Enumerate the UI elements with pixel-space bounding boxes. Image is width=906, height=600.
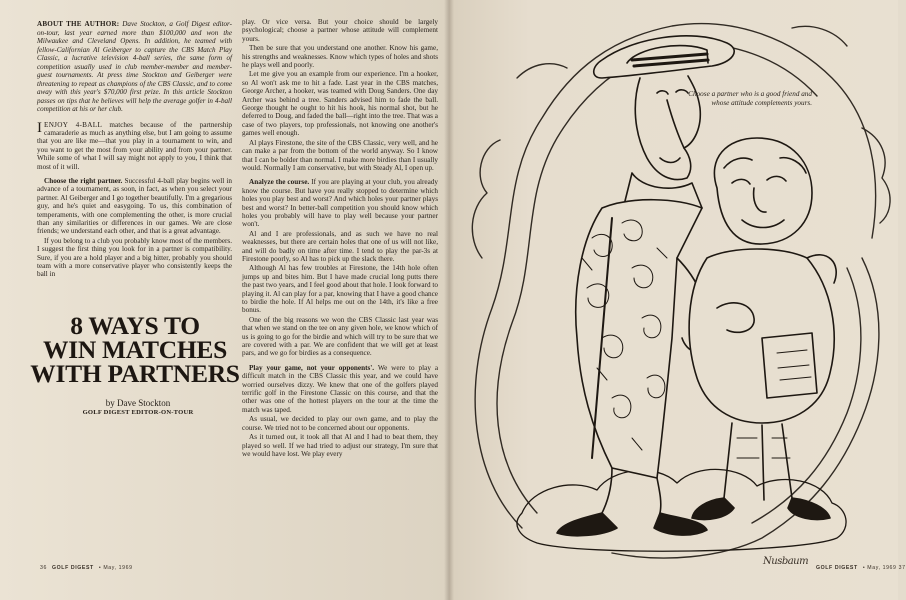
left-page-number: 36 [40, 565, 47, 571]
about-lead: ABOUT THE AUTHOR: [37, 20, 120, 28]
section-2-heading: Analyze the course. [249, 178, 310, 187]
col2-paragraph-6: Al and I are professionals, and as such we have no real weaknesses, but there are certain holes that one of us will not like, and will do badly on time after time. I tend to play the par-3s at Firestone poorly, so Al has to pick up the slack there. [242, 229, 438, 263]
section-3-text: We were to play a difficult match in the CBS Classic this year, and we could have worried ourselves dizzy. We knew that one of the golfers played terrific golf in the Firestone Classic on this course, and that the other was one of the hottest players on the tour at the time the match was taped. [242, 363, 439, 414]
illustration [462, 8, 892, 568]
page-gutter [444, 0, 454, 600]
short-golfer [689, 138, 836, 520]
col2-paragraph-2: Then be sure that you understand one another. Know his game, his strengths and weaknesses. Know which types of holes and shots he plays well and poorly. [242, 44, 438, 70]
section-2-paragraph [242, 178, 438, 228]
intro-text: matches because of the partnership camaraderie as much as anything else, but I am going to assume that you are like me—that you play in a tournament to win, and you want to get the most from your ability and from your partner. While some of what I will say might not apply to you, I think that most of it will. [37, 120, 232, 171]
section-3-heading: Play your game, not your opponents'. [249, 363, 375, 372]
headline [30, 311, 240, 388]
right-folio-publication: GOLF DIGEST [816, 565, 858, 571]
col2-paragraph-10: As usual, we decided to play our own game, and to play the course. We tried not to be concerned about our opponents. [242, 415, 438, 432]
right-page-number: 37 [898, 565, 906, 571]
right-folio-separator: • [862, 565, 866, 571]
byline-author: by Dave Stockton [105, 398, 171, 408]
col2-paragraph-1: play. Or vice versa. But your choice should be largely psychological; choose a partner whose attitude will complement yours. [242, 18, 438, 43]
section-2-text: If you are playing at your club, you already know the course. But have you really stopped to determine which holes you play best and worst? And which holes your partner plays best and worst? In better-ball competition you should know which holes you probably will have to play well because your partner won't. [242, 178, 438, 229]
text-column-1 [37, 20, 232, 280]
headline-line-1: 8 WAYS TO [70, 311, 200, 340]
left-folio-date: May, 1969 [103, 565, 133, 571]
about-the-author [37, 20, 232, 114]
intro-paragraph [37, 121, 232, 171]
col2-paragraph-4: Al plays Firestone, the site of the CBS Classic, very well, and he can make a par from the bottom of the world anyway. So I know that I can be bolder than normal. I make more birdies than I usually would. Normally I am conservative, but with Steady Al, I open up. [242, 138, 438, 172]
artist-signature: Nusbaum [763, 556, 809, 567]
right-folio-date: May, 1969 [867, 565, 897, 571]
byline [58, 398, 218, 417]
text-column-2 [242, 18, 438, 459]
col2-paragraph-8: One of the big reasons we won the CBS Classic last year was that when we stand on the tee on any given hole, we know which of us is going to go for the birdie and which will try to be sure that we are covered with a par. We are confident that we will get at least pars, and we go for birdies as a consequence. [242, 315, 438, 358]
drop-cap: I [37, 119, 42, 136]
headline-line-2: WIN MATCHES [43, 335, 227, 364]
col2-paragraph-3: Let me give you an example from our experience. I'm a hooker, so Al won't ask me to hit a fade. Last year in the CBS matches, George Archer, a hooker, was teamed with Doug Sanders. One day Archer was behind a tree. Sanders advised him to fade the ball. George thought he ought to hit his hook, his normal shot, but he deferred to Doug, and faded the ball—right into the tree. That was a case of two players, top professionals, not knowing one another's games well enough. [242, 70, 438, 138]
background-swirls [472, 24, 890, 558]
illustration-caption: Choose a partner who is a good friend and whose attitude complements yours. [688, 90, 812, 107]
col2-paragraph-7: Although Al has few troubles at Firestone, the 14th hole often jumps up and bites him. But I have made crucial long putts there the past two years, and I feel good about that hole. I look forward to playing it. Al can play for a par, knowing that I have a good chance to birdie the hole. If Al helps me out on the 14th, it's like a free bonus. [242, 264, 438, 315]
col2-paragraph-11: As it turned out, it took all that Al and I had to beat them, they played so well. If we had tried to adjust our strategy, I'm sure that we would have lost. We play every [242, 433, 438, 458]
left-folio [40, 565, 133, 571]
byline-role: GOLF DIGEST EDITOR-ON-TOUR [82, 409, 194, 416]
section-1-heading: Choose the right partner. [44, 176, 123, 185]
section-1-paragraph-2: If you belong to a club you probably know most of the members. I suggest the first thing you look for in a partner is compatibility. Sure, if you are a hold player and a big hitter, probably you should team with a more conservative player who consistently keeps the ball in [37, 236, 232, 279]
headline-line-3: WITH PARTNERS [30, 359, 240, 388]
intro-smallcaps: ENJOY 4-BALL [44, 120, 103, 129]
left-folio-publication: GOLF DIGEST [52, 565, 94, 571]
section-3-paragraph [242, 364, 438, 414]
section-1-paragraph [37, 177, 232, 236]
section-1-text: Successful 4-ball play begins well in advance of a tournament, as soon, in fact, as when you select your partner. Al Geiberger and I go together beautifully. I'm a gregarious guy, and he's quiet and easygoing. To us, this combination of temperaments, with one complementing the other, is more crucial than any similarities or differences in our games. We are close friends; we understand each other, and that is a great advantage. [37, 176, 232, 236]
right-folio [813, 565, 906, 571]
about-text: Dave Stockton, a Golf Digest editor-on-tour, last year earned more than $100,000 and won the Milwaukee and Cleveland Opens. In addition, he teamed with fellow-Californian Al Geiberger to capture the CBS Match Play Classic, a lucrative television 4-ball series, the same form of competition usually used in club member-member and member-guest tournaments. At press time Stockton and Geiberger were threatening to repeat as champions of the CBS Classic, and to come away with this year's $70,000 first prize. In this article Stockton passes on tips that he believes will help the average golfer in 4-ball competition at his or her club. [37, 20, 232, 113]
left-folio-separator: • [98, 565, 102, 571]
